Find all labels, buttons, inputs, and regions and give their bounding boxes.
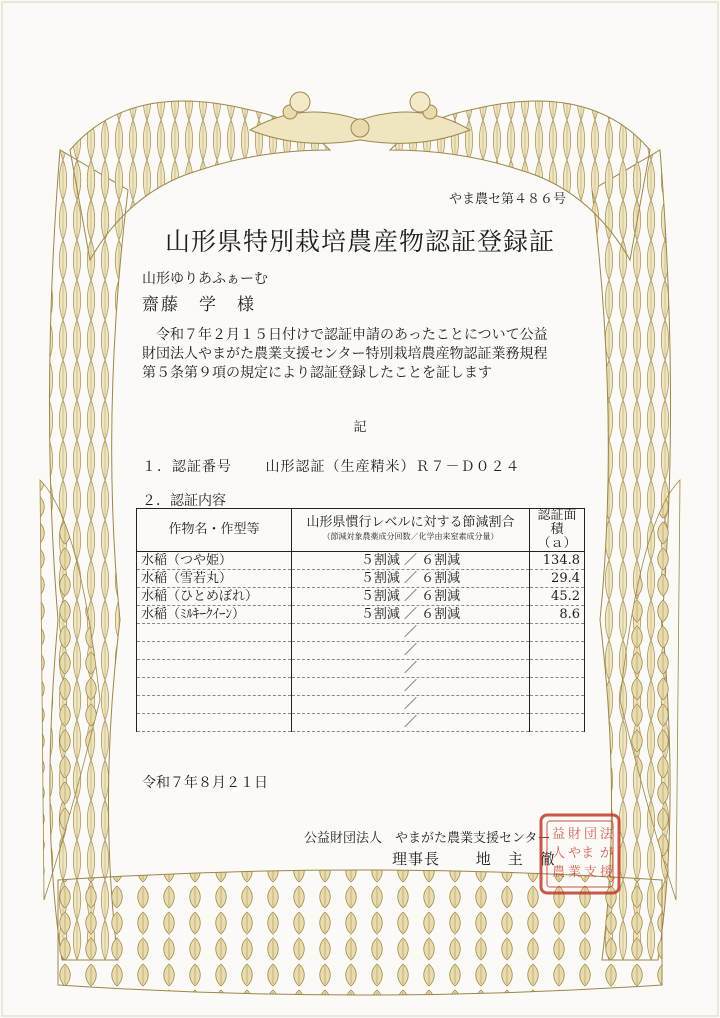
svg-text:農: 農 xyxy=(552,865,566,880)
crop-cell: 水稲（ﾐﾙｷｰｸｲｰﾝ） xyxy=(137,606,292,624)
official-seal xyxy=(538,812,622,896)
table-row xyxy=(137,660,585,678)
table-row xyxy=(137,552,585,570)
area-header-unit: （ａ） xyxy=(537,536,577,551)
area-cell: 29.4 xyxy=(530,570,585,588)
crop-cell xyxy=(137,696,292,714)
certification-number-row xyxy=(142,456,520,476)
ratio-header-label: 山形県慣行レベルに対する節減割合 xyxy=(306,515,515,530)
area-cell xyxy=(530,642,585,660)
statement-line: 財団法人やまがた農業支援センター特別栽培農産物認証業務規程 xyxy=(142,346,548,362)
area-header-label: 認証面積 xyxy=(537,508,577,537)
ratio-cell: ／ xyxy=(292,714,530,732)
area-cell xyxy=(530,678,585,696)
ratio-header-note: （節減対象農薬成分回数／化学由来窒素成分量） xyxy=(322,532,499,541)
crop-cell xyxy=(137,642,292,660)
document-number: やま農セ第４８６号 xyxy=(448,192,566,207)
svg-text:業: 業 xyxy=(568,865,582,880)
svg-text:人: 人 xyxy=(552,846,566,861)
svg-text:やま: やま xyxy=(568,846,595,861)
certification-statement xyxy=(142,326,602,383)
issuer-title: 理事長 xyxy=(392,850,441,868)
crop-cell: 水稲（ひとめぼれ） xyxy=(137,588,292,606)
issuer-signature-line xyxy=(392,848,556,869)
area-cell xyxy=(530,660,585,678)
crop-cell xyxy=(137,660,292,678)
table-header-row xyxy=(137,509,585,552)
ratio-cell: ／ xyxy=(292,624,530,642)
ratio-cell: ／ xyxy=(292,696,530,714)
table-row xyxy=(137,714,585,732)
ratio-cell: ／ xyxy=(292,660,530,678)
svg-text:支: 支 xyxy=(584,865,598,880)
crop-cell xyxy=(137,678,292,696)
statement-line: 令和７年２月１５日付けで認証申請のあったことについて公益 xyxy=(156,327,548,343)
column-header-crop: 作物名・作型等 xyxy=(137,509,292,552)
column-header-ratio xyxy=(292,509,530,552)
ratio-cell: ／ xyxy=(292,678,530,696)
svg-text:益: 益 xyxy=(552,827,566,842)
svg-text:援: 援 xyxy=(600,865,614,880)
record-heading: 記 xyxy=(353,420,367,435)
ratio-cell: ／ xyxy=(292,642,530,660)
area-cell xyxy=(530,714,585,732)
svg-text:法: 法 xyxy=(600,827,614,842)
svg-text:団: 団 xyxy=(584,827,598,842)
crop-cell xyxy=(137,714,292,732)
area-cell: 134.8 xyxy=(530,552,585,570)
table-row xyxy=(137,696,585,714)
certification-number-value: 山形認証（生産精米）Ｒ７－Ｄ０２４ xyxy=(265,459,521,475)
certification-table xyxy=(136,508,585,732)
issue-date: 令和７年８月２１日 xyxy=(142,775,268,791)
column-header-area xyxy=(530,509,585,552)
certification-number-label: １．認証番号 xyxy=(142,459,232,475)
svg-text:が: が xyxy=(600,846,614,861)
recipient-name: 齋藤 学 様 xyxy=(142,295,256,315)
crop-cell: 水稲（つや姫） xyxy=(137,552,292,570)
crop-cell: 水稲（雪若丸） xyxy=(137,570,292,588)
statement-line: 第５条第９項の規定により認証登録したことを証します xyxy=(142,365,492,381)
ratio-cell: ５割減 ／ ６割減 xyxy=(292,606,530,624)
table-row xyxy=(137,678,585,696)
recipient-organization: 山形ゆりあふぁーむ xyxy=(142,271,268,287)
ratio-cell: ５割減 ／ ６割減 xyxy=(292,570,530,588)
area-cell xyxy=(530,696,585,714)
area-cell: 8.6 xyxy=(530,606,585,624)
certification-content-heading: ２．認証内容 xyxy=(142,493,226,509)
ratio-cell: ５割減 ／ ６割減 xyxy=(292,588,530,606)
crop-cell xyxy=(137,624,292,642)
table-row xyxy=(137,624,585,642)
ratio-cell: ５割減 ／ ６割減 xyxy=(292,552,530,570)
area-cell xyxy=(530,624,585,642)
table-row xyxy=(137,606,585,624)
table-row xyxy=(137,588,585,606)
area-cell: 45.2 xyxy=(530,588,585,606)
issuer-organization: 公益財団法人 やまがた農業支援センター xyxy=(304,831,551,846)
page-title: 山形県特別栽培農産物認証登録証 xyxy=(164,227,555,256)
table-row xyxy=(137,642,585,660)
issuer-name: 地 主 徹 xyxy=(475,850,556,868)
svg-text:財: 財 xyxy=(568,827,582,842)
table-row xyxy=(137,570,585,588)
